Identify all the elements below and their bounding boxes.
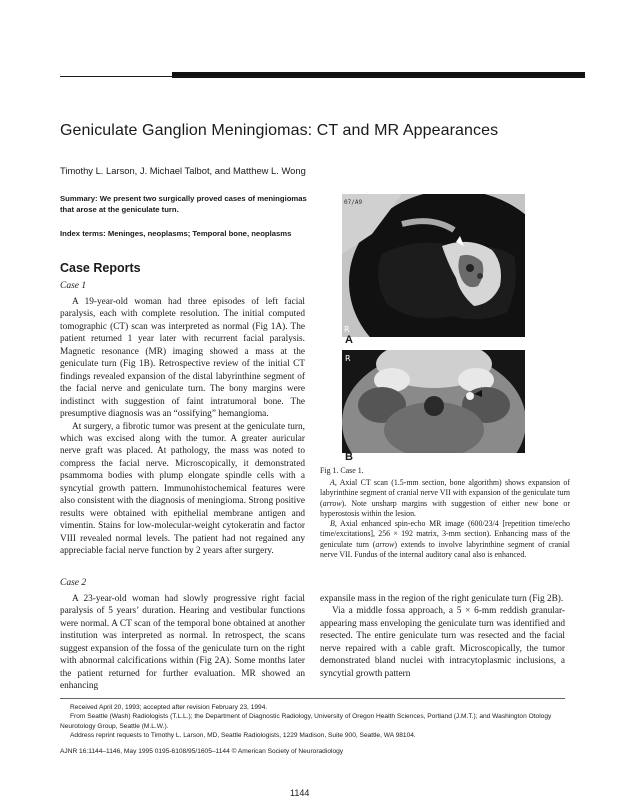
header-bar <box>172 72 585 78</box>
figure-caption-b: B, Axial enhanced spin-echo MR image (600/23/4 [repetition time/echo time/excitations], 256 × 192 matrix, 3-mm section). Enhancing mass of the geniculate turn (arrow) extends to involve labyrinthine segment of cranial nerve VII. Fundus of the internal auditory canal also is enhanced. <box>320 519 570 559</box>
side-marker-a: R <box>344 325 350 334</box>
mr-image <box>342 350 525 453</box>
ct-image <box>342 194 525 337</box>
figure-caption-a: A, Axial CT scan (1.5-mm section, bone algorithm) shows expansion of labyrinthine segment of cranial nerve VII with expansion of the geniculate turn (arrow). Note unsharp margins with suggestion of either new bone or hyperostosis within the lesion. <box>320 478 570 518</box>
header-rule <box>60 76 585 77</box>
case1-paragraph-1: A 19-year-old woman had three episodes of left facial paralysis, each with complete resolution. The initial computed tomographic (CT) scan was interpreted as normal (Fig 1A). The patient returned 1 year later with recurrent facial paralysis. Magnetic resonance (MR) imaging showed a mass at the geniculate turn (Fig 1B). Retrospective review of the initial CT findings revealed expansion of the distal labyrinthine segment of the facial nerve and geniculate turn. The bony margins were indistinct with suggestion of faint intratumoral bone. The presumptive diagnosis was an “ossifying” hemangioma. <box>60 297 305 420</box>
footnote-rule <box>60 698 565 699</box>
side-marker-b: R <box>345 354 351 363</box>
case2-paragraph-1: A 23-year-old woman had slowly progressive right facial paralysis of 5 years’ duration. Hearing and vestibular functions were normal. A CT scan of the temporal bone obtained at another institution was interpreted as normal. In retrospect, the scans suggest expansion of the fossa of the geniculate turn on the right with abnormal calcifications within (Fig 2A). Some months later the patient returned for further evaluation. MR showed an enhancing <box>60 594 305 692</box>
index-terms: Index terms: Meninges, neoplasms; Temporal bone, neoplasms <box>60 229 292 238</box>
summary: Summary: We present two surgically proved cases of meningiomas that arose at the geniculate turn. <box>60 194 307 214</box>
footnote-affiliations: From Seattle (Wash) Radiologists (T.L.L.); the Department of Diagnostic Radiology, University of Oregon Health Sciences, Portland (J.M.T.); and Washington Otology Neurotology Group, Seattle (M.L.W.). <box>60 713 552 730</box>
case2-column-2 <box>320 593 565 680</box>
case2-section <box>60 578 305 693</box>
author-list: Timothy L. Larson, J. Michael Talbot, and Matthew L. Wong <box>60 165 306 176</box>
figure-caption-title: Fig 1. Case 1. <box>320 466 364 475</box>
footnote-address: Address reprint requests to Timothy L. Larson, MD, Seattle Radiologists, 1229 Madison, Suite 900, Seattle, WA 98104. <box>70 732 416 740</box>
figure-label-b: B <box>345 451 353 463</box>
case1-section <box>60 281 305 558</box>
figure-1a-ct-scan <box>342 194 525 337</box>
section-heading: Case Reports <box>60 261 141 275</box>
case2-paragraph-2: Via a middle fossa approach, a 5 × 6-mm reddish granular-appearing mass enveloping the geniculate turn was identified and resected. The entire geniculate turn was resected and the facial nerve repaired with a cable graft. Microscopically, the tumor demonstrated bland nuclei with intracytoplasmic inclusions, a syncytial growth pattern <box>320 606 565 679</box>
case1-heading: Case 1 <box>60 281 87 291</box>
svg-text:07/A9: 07/A9 <box>344 199 363 206</box>
footnote-journal: AJNR 16:1144–1146, May 1995 0195-6108/95/1605–1144 © American Society of Neuroradiology <box>60 747 344 755</box>
footnote-received: Received April 20, 1993; accepted after revision February 23, 1994. <box>70 704 268 711</box>
figure-1b-mr-image <box>342 350 525 453</box>
page-number: 1144 <box>290 788 310 798</box>
figure-label-a: A <box>345 334 353 346</box>
case1-paragraph-2: At surgery, a fibrotic tumor was present at the geniculate turn, which was excised along with the tumor. A greater auricular nerve graft was placed. At pathology, the mass was noted to compress the facial nerve. Microscopically, it demonstrated psammoma bodies with plump elongate spindle cells with a syncytial growth pattern. Immunohistochemical features were also consistent with the diagnosis of meningioma. Strong positive results were obtained with epithelial membrane antigen and vimentin. Stains for low-molecular-weight cytokeratin and factor VIII revealed normal levels. The patient had not regained any appreciable facial nerve function by 2 years after surgery. <box>60 421 305 557</box>
case2-paragraph-1-continued: expansile mass in the region of the right geniculate turn (Fig 2B). <box>320 594 564 604</box>
case2-heading: Case 2 <box>60 578 87 588</box>
footnotes <box>60 703 565 756</box>
article-title: Geniculate Ganglion Meningiomas: CT and MR Appearances <box>60 122 499 139</box>
